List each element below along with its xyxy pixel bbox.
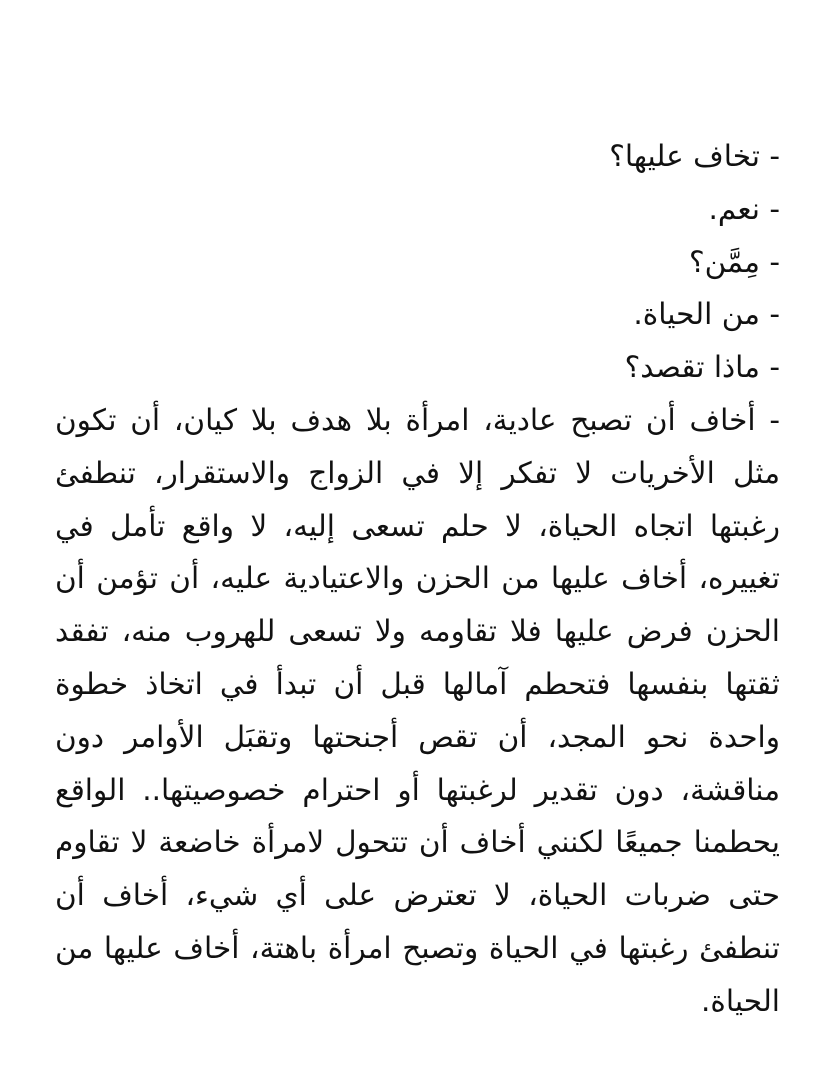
dialogue-line-3: - مِمَّن؟ bbox=[689, 244, 780, 279]
dialogue-text bbox=[55, 130, 780, 1028]
dialogue-line-4: - من الحياة. bbox=[633, 297, 780, 332]
dialogue-line-1: - تخاف عليها؟ bbox=[609, 139, 780, 173]
dialogue-paragraph: - أخاف أن تصبح عادية، امرأة بلا هدف بلا كيان، أن تكون مثل الأخريات لا تفكر إلا في الزواج والاستقرار، تنطفئ رغبتها اتجاه الحياة، لا حلم تسعى إليه، لا واقع تأمل في تغييره، أخاف عليها من الحزن والاعتيادية عليه، أن تؤمن أن الحزن فرض عليها فلا تقاومه ولا تسعى للهروب منه، تفقد ثقتها بنفسها فتحطم آمالها قبل أن تبدأ في اتخاذ خطوة واحدة نحو المجد، أن تقص أجنحتها وتقبَل الأوامر دون مناقشة، دون تقدير لرغبتها أو احترام خصوصيتها.. الواقع يحطمنا جميعًا لكنني أخاف أن تتحول لامرأة خاضعة لا تقاوم حتى ضربات الحياة، لا تعترض على أي شيء، أخاف أن تنطفئ رغبتها في الحياة وتصبح امرأة باهتة، أخاف عليها من الحياة. bbox=[55, 402, 780, 1018]
dialogue-line-5: - ماذا تقصد؟ bbox=[624, 350, 780, 385]
dialogue-line-2: - نعم. bbox=[708, 191, 780, 226]
